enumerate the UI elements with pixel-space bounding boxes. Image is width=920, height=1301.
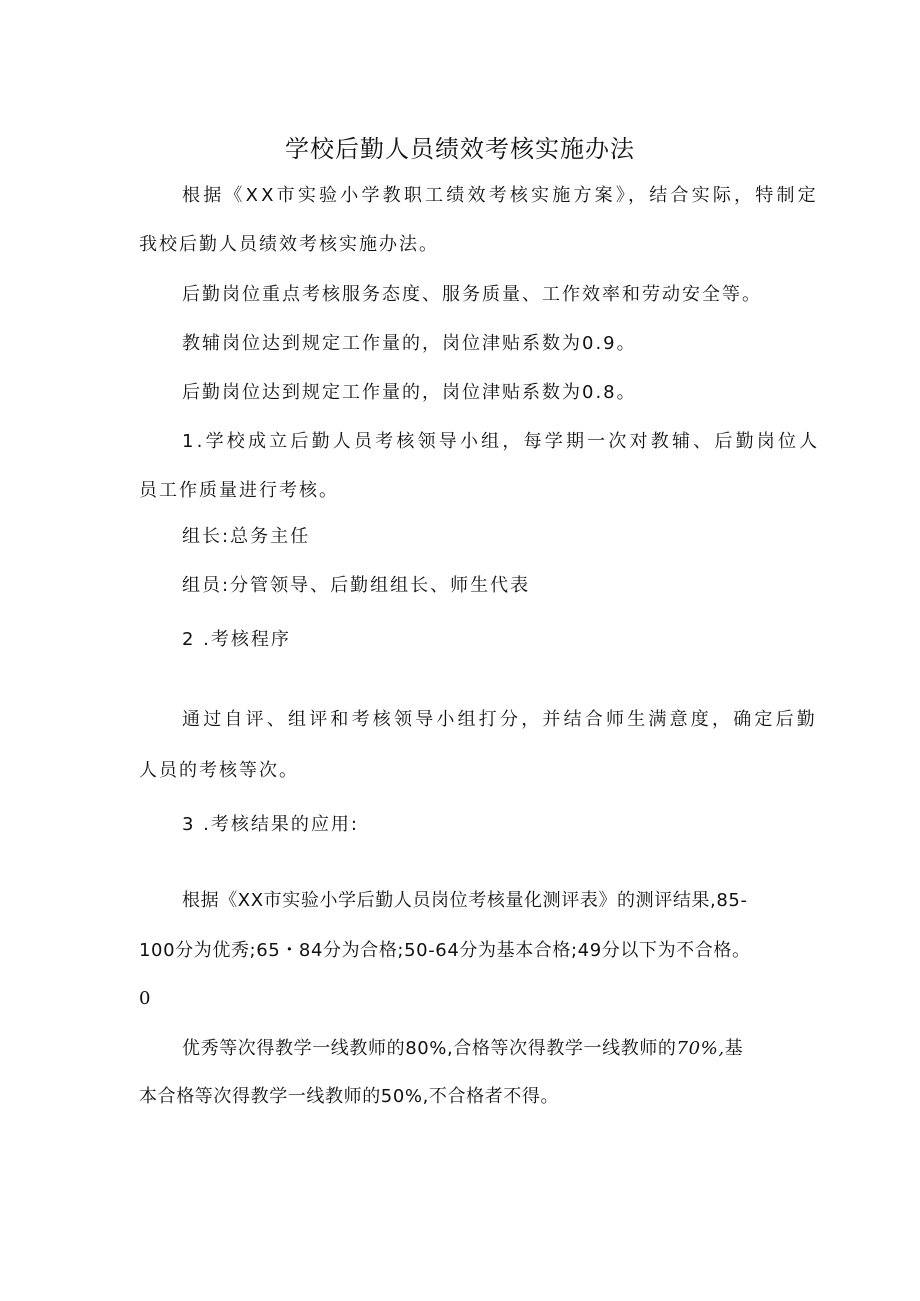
allocation-line-2: 本合格等次得教学一线教师的50%,不合格者不得。 (139, 1086, 560, 1107)
allocation-line-1 (182, 1035, 743, 1063)
allocation-line-1-italic: 70%, (676, 1038, 725, 1059)
item-1-line-1: 1.学校成立后勤人员考核领导小组，每学期一次对教辅、后勤岗位人 (182, 431, 821, 452)
allocation-line-1-part-a: 优秀等次得教学一线教师的80%,合格等次得教学一线教师的 (182, 1038, 677, 1059)
procedure-line-1: 通过自评、组评和考核领导小组打分，并结合师生满意度，确定后勤 (182, 709, 818, 730)
group-members: 组员:分管领导、后勤组组长、师生代表 (182, 575, 531, 596)
item-1-line-2: 员工作质量进行考核。 (139, 480, 339, 501)
results-line-1: 根据《XX市实验小学后勤人员岗位考核量化测评表》的测评结果,85- (182, 890, 748, 911)
procedure-line-2: 人员的考核等次。 (139, 760, 299, 781)
paragraph-logistics-coefficient: 后勤岗位达到规定工作量的，岗位津贴系数为0.8。 (182, 382, 637, 403)
results-line-2: 100分为优秀;65・84分为合格;50-64分为基本合格;49分以下为不合格。 (139, 940, 751, 961)
paragraph-intro-line-1: 根据《XX市实验小学教职工绩效考核实施方案》，结合实际，特制定 (182, 185, 819, 206)
paragraph-auxiliary-coefficient: 教辅岗位达到规定工作量的，岗位津贴系数为0.9。 (182, 333, 637, 354)
section-heading-3: 3 .考核结果的应用: (182, 814, 359, 835)
paragraph-focus: 后勤岗位重点考核服务态度、服务质量、工作效率和劳动安全等。 (182, 284, 762, 305)
results-line-3: 0 (139, 988, 153, 1009)
section-heading-2: 2 .考核程序 (182, 629, 291, 650)
document-title: 学校后勤人员绩效考核实施办法 (285, 135, 635, 163)
allocation-line-1-part-c: 基 (724, 1038, 744, 1059)
paragraph-intro-line-2: 我校后勤人员绩效考核实施办法。 (139, 234, 439, 255)
group-leader: 组长:总务主任 (182, 526, 311, 547)
